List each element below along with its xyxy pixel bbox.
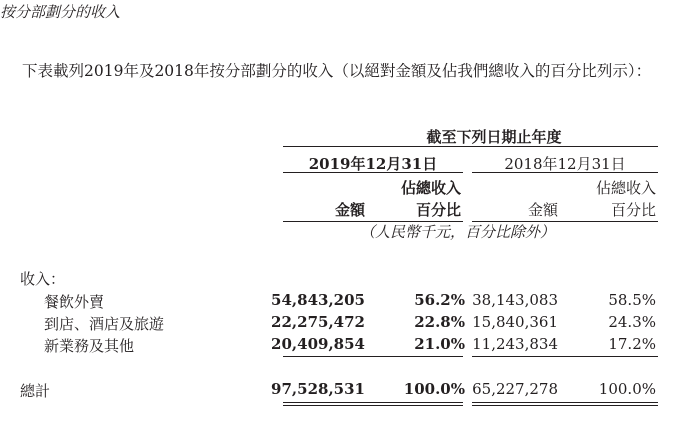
header-amount-2018: 金額 <box>527 201 558 219</box>
subtotal-rule-2018 <box>472 356 658 357</box>
period-header-rule <box>283 146 658 147</box>
period-header: 截至下列日期止年度 <box>426 128 562 146</box>
amount-2018: 38,143,083 <box>472 291 558 309</box>
header-pct-line1: 佔總收入 <box>400 179 461 197</box>
year-2018-header: 2018年12月31日 <box>504 155 626 173</box>
amount-2019: 22,275,472 <box>271 313 365 331</box>
total-double-rule-2019-a <box>283 402 463 403</box>
header-pct-2019 <box>365 177 461 221</box>
header-pct-line1: 佔總收入 <box>595 179 656 197</box>
pct-2018: 58.5% <box>608 291 656 309</box>
header-pct-line2: 百分比 <box>610 201 656 219</box>
amount-2018: 15,840,361 <box>472 313 558 331</box>
total-label: 總計 <box>20 382 51 400</box>
header-pct-line2: 百分比 <box>415 201 461 219</box>
total-double-rule-2018-b <box>472 405 658 406</box>
total-pct-2018: 100.0% <box>598 380 656 398</box>
row-label: 到店、酒店及旅遊 <box>44 315 165 333</box>
total-double-rule-2018-a <box>472 402 658 403</box>
header-amount-2019: 金額 <box>334 201 365 219</box>
pct-2018: 24.3% <box>608 313 656 331</box>
pct-2019: 21.0% <box>414 335 465 353</box>
units-note: （人民幣千元，百分比除外） <box>360 223 556 241</box>
subtotal-rule-2019 <box>283 356 463 357</box>
intro-paragraph: 下表載列2019年及2018年按分部劃分的收入（以絕對金額及佔我們總收入的百分比列示）： <box>22 62 652 80</box>
total-amount-2018: 65,227,278 <box>472 380 558 398</box>
year-2019-rule <box>283 172 463 173</box>
year-2019-header: 2019年12月31日 <box>308 155 438 173</box>
row-label: 新業務及其他 <box>44 337 135 355</box>
total-amount-2019: 97,528,531 <box>271 380 365 398</box>
revenue-label: 收入： <box>20 270 66 288</box>
pct-2019: 56.2% <box>414 291 465 309</box>
header-pct-2018 <box>560 177 656 221</box>
year-2018-rule <box>472 172 658 173</box>
amount-2019: 54,843,205 <box>271 291 365 309</box>
row-label: 餐飲外賣 <box>44 293 105 311</box>
total-pct-2019: 100.0% <box>403 380 465 398</box>
section-title: 按分部劃分的收入 <box>0 3 121 21</box>
pct-2018: 17.2% <box>608 335 656 353</box>
pct-2019: 22.8% <box>414 313 465 331</box>
amount-2018: 11,243,834 <box>472 335 558 353</box>
amount-2019: 20,409,854 <box>271 335 365 353</box>
total-double-rule-2019-b <box>283 405 463 406</box>
